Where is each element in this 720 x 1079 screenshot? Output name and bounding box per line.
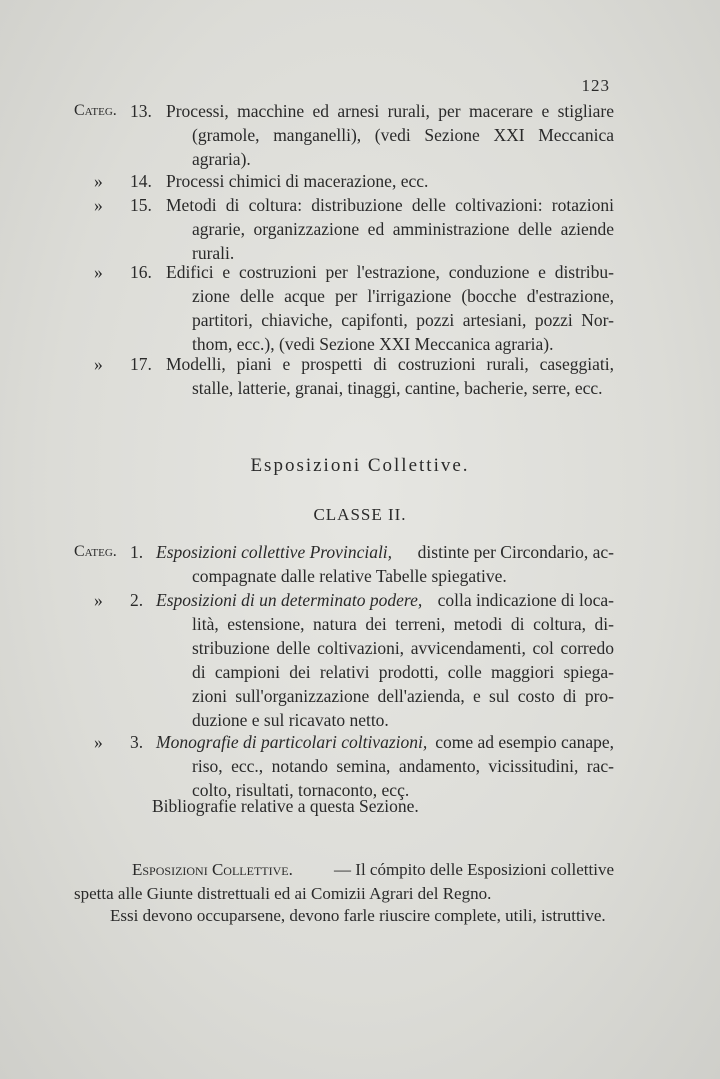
entry-line: stribuzione delle coltivazioni, avvicendamenti, col corredo xyxy=(192,638,614,658)
entry-title: Esposizioni collettive Provinciali, xyxy=(156,542,393,562)
entry-number: 17. xyxy=(130,354,152,374)
entry-title: Esposizioni di un determinato podere, xyxy=(156,590,423,610)
entry-line: lità, estensione, natura dei terreni, metodi di coltura, di- xyxy=(192,614,614,634)
ditto-mark: » xyxy=(94,171,103,191)
entry-line: agrarie, organizzazione ed amministrazione delle aziende xyxy=(192,219,614,239)
entry-number: 2. xyxy=(130,590,144,610)
entry-line: riso, ecc., notando semina, andamento, vicissitudini, rac- xyxy=(192,756,614,776)
entry-line: compagnate dalle relative Tabelle spiegative. xyxy=(192,566,507,586)
ditto-mark: » xyxy=(94,732,103,752)
entry-number: 14. xyxy=(130,171,152,191)
entry-number: 1. xyxy=(130,542,144,562)
class-heading: CLASSE II. xyxy=(313,505,407,524)
entry-line: zione delle acque per l'irrigazione (bocche d'estrazione, xyxy=(192,286,614,306)
entry-line: thom, ecc.), (vedi Sezione XXI Meccanica agraria). xyxy=(192,334,554,354)
entry-line: di campioni dei relativi prodotti, colle maggiori spiega- xyxy=(192,662,614,682)
entry-line: distinte per Circondario, ac- xyxy=(417,542,614,562)
entry-line: stalle, latterie, granai, tinaggi, cantine, bacherie, serre, ecc. xyxy=(192,378,603,398)
page-number: 123 xyxy=(581,76,610,95)
category-label: Categ. xyxy=(74,102,117,119)
ditto-mark: » xyxy=(94,590,103,610)
entry-number: 3. xyxy=(130,732,144,752)
section-heading: Esposizioni Collettive. xyxy=(250,455,470,476)
entry-line: zioni sull'organizzazione dell'azienda, e sul costo di pro- xyxy=(192,686,614,706)
entry-line: (gramole, manganelli), (vedi Sezione XXI Meccanica xyxy=(192,125,614,145)
note-line-1 xyxy=(132,858,614,882)
entry-line: rurali. xyxy=(192,243,235,263)
entry-line: colla indicazione di loca- xyxy=(437,590,614,610)
entry-line: colto, risultati, tornaconto, ecç. xyxy=(192,780,410,800)
ditto-mark: » xyxy=(94,195,103,215)
note-title: Esposizioni Collettive. xyxy=(132,860,293,879)
note-text: — Il cómpito delle Esposizioni collettive xyxy=(334,860,614,879)
entry-title: Monografie di particolari coltivazioni, xyxy=(156,732,428,752)
note-line-2: spetta alle Giunte distrettuali ed ai Comizii Agrari del Regno. xyxy=(74,884,492,903)
entry-line: Modelli, piani e prospetti di costruzioni rurali, caseggiati, xyxy=(166,354,614,374)
entry-line: Edifici e costruzioni per l'estrazione, conduzione e distribu- xyxy=(166,262,614,282)
entry-line: Processi chimici di macerazione, ecc. xyxy=(166,171,429,191)
note-line-3: Essi devono occuparsene, devono farle riuscire complete, utili, istruttive. xyxy=(110,906,606,925)
entry-number: 16. xyxy=(130,262,152,282)
entry-number: 13. xyxy=(130,101,152,121)
ditto-mark: » xyxy=(94,354,103,374)
entry-line: partitori, chiaviche, capifonti, pozzi artesiani, pozzi Nor- xyxy=(192,310,614,330)
entry-line: agraria). xyxy=(192,149,251,169)
entry-number: 15. xyxy=(130,195,152,215)
ditto-mark: » xyxy=(94,262,103,282)
category-label: Categ. xyxy=(74,543,117,560)
entry-line: duzione e sul ricavato netto. xyxy=(192,710,389,730)
bibliography-line: Bibliografie relative a questa Sezione. xyxy=(152,796,419,816)
entry-line: come ad esempio canape, xyxy=(435,732,614,752)
entry-line: Processi, macchine ed arnesi rurali, per macerare e stigliare xyxy=(166,101,614,121)
entry-line: Metodi di coltura: distribuzione delle coltivazioni: rotazioni xyxy=(166,195,614,215)
